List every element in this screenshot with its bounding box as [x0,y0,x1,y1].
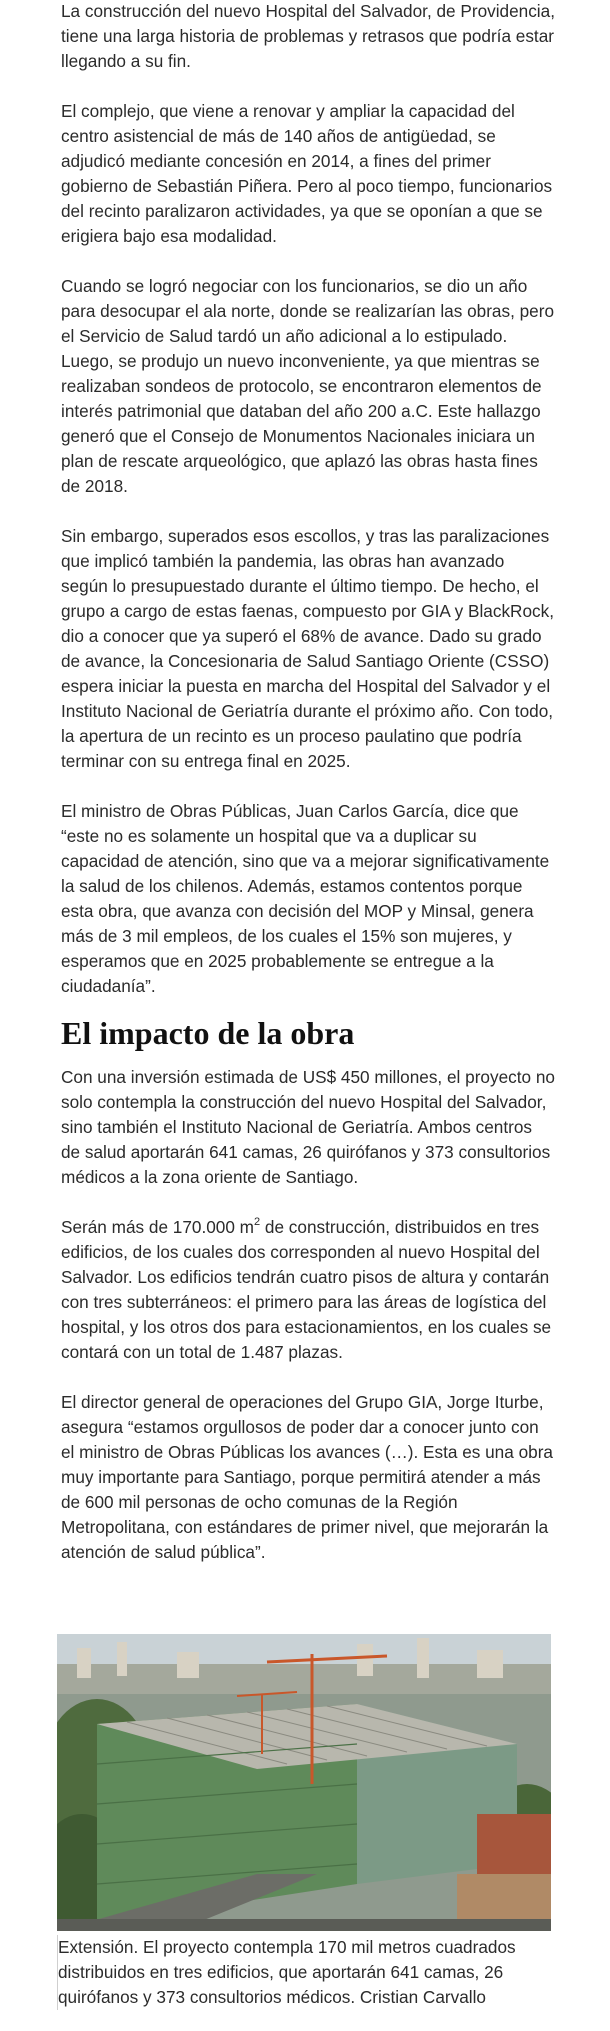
paragraph-7-rest: de construcción, distribuidos en tres edificios, de los cuales dos corresponden al nuevo Hospital del Salvador. Los edificios tendrán cuatro pisos de altura y contarán con tres subterráneos: el primero para las áreas de logística del hospital, y los otros dos para estacionamientos, en los cuales se contará con un total de 1.487 plazas. [61,1217,552,1362]
section-heading: El impacto de la obra [61,1015,355,1051]
paragraph-6: Con una inversión estimada de US$ 450 millones, el proyecto no solo contempla la construcción del nuevo Hospital del Salvador, sino también el Instituto Nacional de Geriatría. Ambos centros de salud aportarán 641 camas, 26 quirófanos y 373 consultorios médicos a la zona oriente de Santiago. [61,1067,555,1187]
paragraph-1: La construcción del nuevo Hospital del Salvador, de Providencia, tiene una larga historia de problemas y retrasos que podría estar llegando a su fin. [61,1,555,71]
paragraph-8: El director general de operaciones del Grupo GIA, Jorge Iturbe, asegura “estamos orgullosos de poder dar a conocer junto con el ministro de Obras Públicas los avances (…). Esta es una obra muy importante para Santiago, porque permitirá atender a más de 600 mil personas de ocho comunas de la Región Metropolitana, con estándares de primer nivel, que mejorarán la atención de salud pública”. [61,1392,553,1562]
paragraph-2: El complejo, que viene a renovar y ampliar la capacidad del centro asistencial de más de 140 años de antigüedad, se adjudicó mediante concesión en 2014, a fines del primer gobierno de Sebastián Piñera. Pero al poco tiempo, funcionarios del recinto paralizaron actividades, ya que se oponían a que se erigiera bajo esa modalidad. [61,101,553,246]
photo-caption: Extensión. El proyecto contempla 170 mil metros cuadrados distribuidos en tres edificios, que aportarán 641 camas, 26 quirófanos y 373 consultorios médicos. Cristian Carvallo [57,1935,551,2010]
paragraph-3: Cuando se logró negociar con los funcionarios, se dio un año para desocupar el ala norte, donde se realizarían las obras, pero el Servicio de Salud tardó un año adicional a lo estipulado. Luego, se produjo un nuevo inconveniente, ya que mientras se realizaban sondeos de protocolo, se encontraron elementos de interés patrimonial que databan del año 200 a.C. Este hallazgo generó que el Consejo de Monumentos Nacionales iniciara un plan de rescate arqueológico, que aplazó las obras hasta fines de 2018. [61,276,555,496]
paragraph-4: Sin embargo, superados esos escollos, y tras las paralizaciones que implicó también la pandemia, las obras han avanzado según lo presupuestado durante el último tiempo. De hecho, el grupo a cargo de estas faenas, compuesto por GIA y BlackRock, dio a conocer que ya superó el 68% de avance. Dado su grado de avance, la Concesionaria de Salud Santiago Oriente (CSSO) espera iniciar la puesta en marcha del Hospital del Salvador y el Instituto Nacional de Geriatría durante el próximo año. Con todo, la apertura de un recinto es un proceso paulatino que podría terminar con su entrega final en 2025. [61,526,554,771]
area-superscript: 2 [254,1216,261,1229]
article-figure [57,1634,551,2010]
area-prefix: Serán más de 170.000 m [61,1217,254,1237]
construction-site-photo[interactable] [57,1634,551,1931]
paragraph-7 [61,1215,555,1365]
article-body [61,0,555,1565]
paragraph-5: El ministro de Obras Públicas, Juan Carlos García, dice que “este no es solamente un hospital que va a duplicar su capacidad de atención, sino que va a mejorar significativamente la salud de los chilenos. Además, estamos contentos porque esta obra, que avanza con decisión del MOP y Minsal, genera más de 3 mil empleos, de los cuales el 15% son mujeres, y esperamos que en 2025 probablemente se entregue a la ciudadanía”. [61,801,550,996]
